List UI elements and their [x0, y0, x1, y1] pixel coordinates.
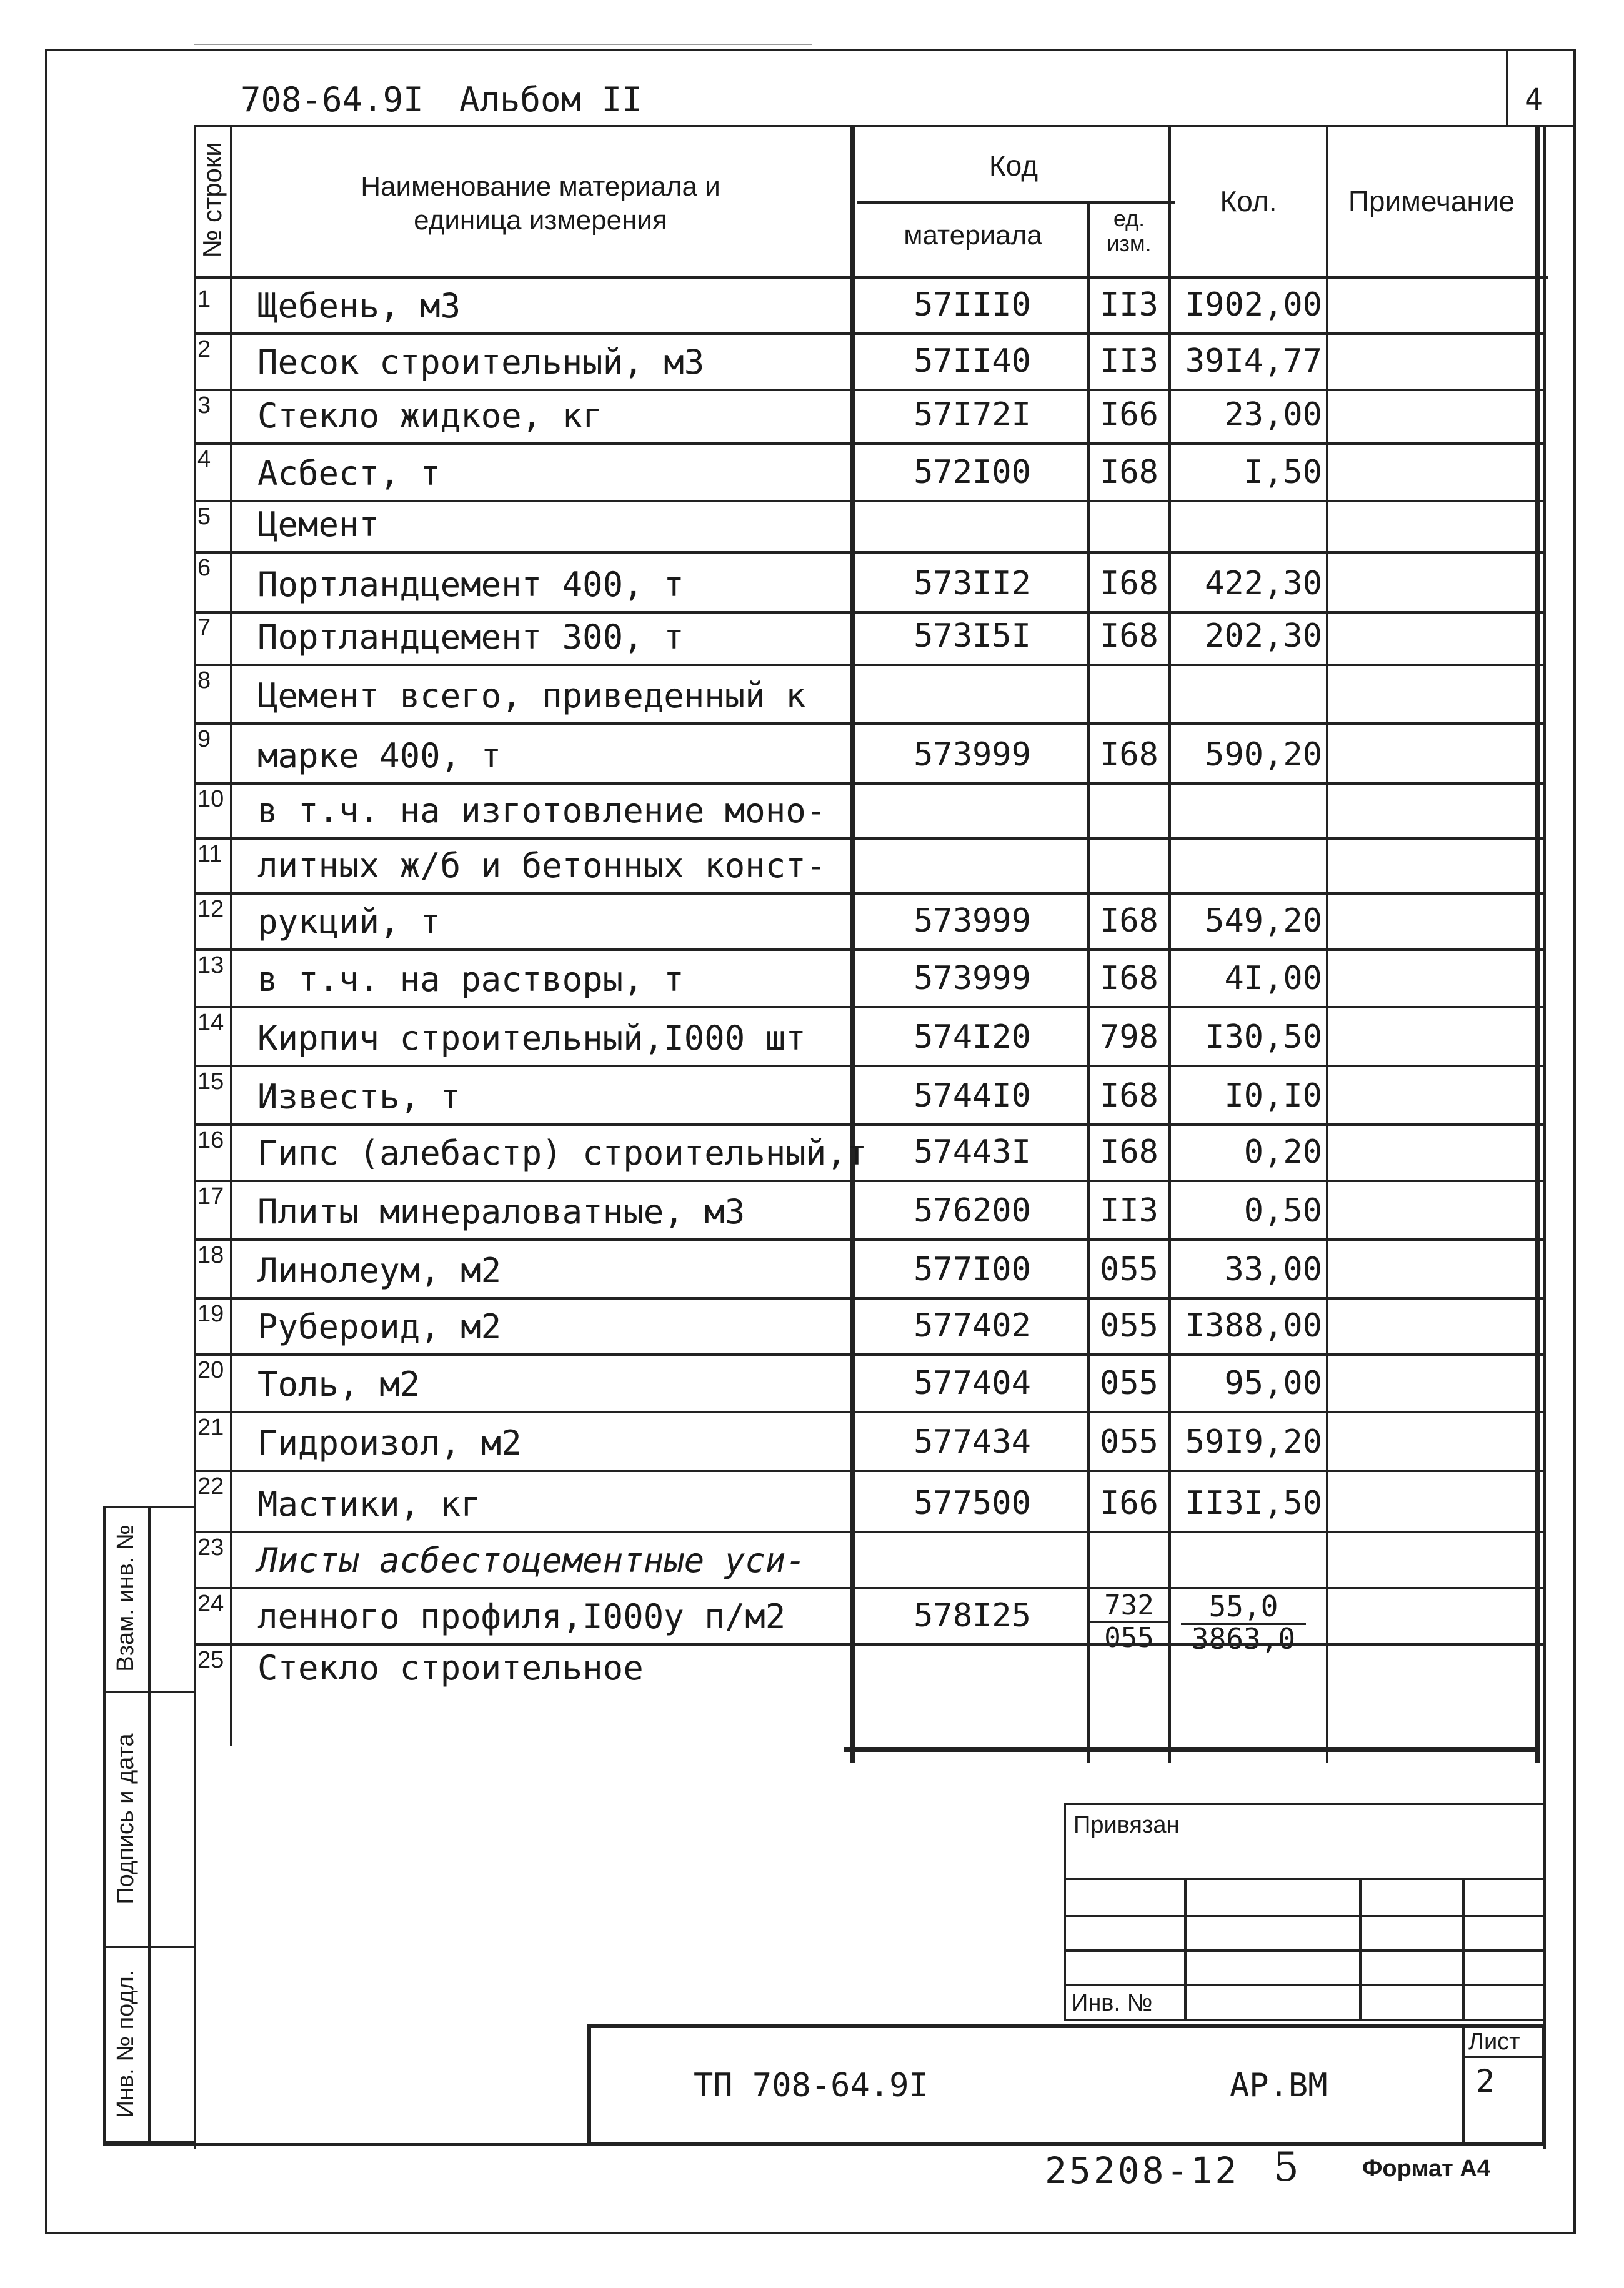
archive-suffix: 5	[1273, 2144, 1299, 2191]
row-material-code: 573999	[914, 960, 1031, 997]
row-quantity: 33,00	[1224, 1251, 1322, 1288]
row-quantity: 202,30	[1205, 617, 1322, 655]
row-number: 5	[197, 504, 211, 530]
row-separator	[194, 1297, 1543, 1300]
row-quantity: I902,00	[1185, 286, 1322, 324]
row-unit-code: I68	[1100, 617, 1158, 655]
row-material-code: 577500	[914, 1485, 1031, 1522]
header-name-line1: Наименование материала и	[361, 171, 720, 202]
row-separator	[194, 551, 1543, 554]
row-unit-code: I68	[1100, 902, 1158, 940]
header-qty: Кол.	[1220, 185, 1277, 217]
row-separator	[194, 1470, 1543, 1472]
header-code-unit-line2: изм.	[1107, 231, 1152, 256]
header-code: Код	[989, 149, 1039, 182]
row-unit-code: I68	[1100, 565, 1158, 602]
side-stamp-line-1	[103, 1691, 196, 1693]
row-name: ленного профиля,I000у п/м2	[257, 1597, 786, 1636]
row-name: Цемент	[257, 505, 380, 544]
row-name: Кирпич строительный,I000 шт	[257, 1018, 806, 1058]
row-quantity: 0,20	[1243, 1133, 1322, 1171]
linked-label: Привязан	[1074, 1812, 1180, 1838]
row-separator	[194, 500, 1543, 502]
row-unit-code: I68	[1100, 1133, 1158, 1171]
row-quantity: 39I4,77	[1185, 342, 1322, 380]
header-code-unit	[1090, 206, 1168, 256]
col-qty-right	[1326, 125, 1328, 1763]
row-number: 22	[197, 1473, 224, 1500]
row-name: Плиты минераловатные, м3	[257, 1192, 745, 1231]
row-quantity: 422,30	[1205, 565, 1322, 602]
row-separator	[194, 1587, 1543, 1589]
row-name: в т.ч. на изготовление моно-	[257, 791, 827, 830]
row-material-code: 577402	[914, 1307, 1031, 1345]
row-material-code: 578I25	[914, 1597, 1031, 1634]
row-separator	[194, 837, 1543, 840]
side-stamp-divider	[148, 1506, 151, 2143]
row-quantity: 23,00	[1224, 396, 1322, 434]
row-unit-code: I68	[1100, 960, 1158, 997]
row-name: Песок строительный, м3	[257, 342, 705, 382]
row-name: Стекло строительное	[257, 1648, 644, 1688]
linked-line-2	[1064, 1915, 1546, 1917]
format-label: Формат А4	[1362, 2156, 1490, 2182]
row-material-code: 573II2	[914, 565, 1031, 602]
row-name: Портландцемент 400, т	[257, 565, 684, 604]
row-number: 10	[197, 786, 224, 812]
row-quantity: 549,20	[1205, 902, 1322, 940]
header-row-number: № строки	[197, 142, 227, 258]
row-quantity: I0,I0	[1224, 1077, 1322, 1115]
row-separator	[194, 1238, 1543, 1241]
row-unit-code: 732	[1090, 1589, 1168, 1623]
row-material-code: 57443I	[914, 1133, 1031, 1171]
row-separator	[194, 782, 1543, 785]
row-name: Рубероид, м2	[257, 1307, 502, 1346]
row-unit-code: I68	[1100, 1077, 1158, 1115]
row-unit-code: I66	[1100, 1485, 1158, 1522]
page-number: 4	[1525, 82, 1543, 117]
stamp-section: АР.ВМ	[1230, 2067, 1328, 2104]
row-unit-code: 055	[1100, 1423, 1158, 1461]
row-number: 11	[197, 841, 222, 867]
row-number: 8	[197, 667, 211, 694]
row-number: 4	[197, 446, 211, 472]
row-number: 9	[197, 726, 211, 752]
doc-ref: 708-64.9I	[241, 80, 424, 119]
header-note: Примечание	[1348, 185, 1515, 217]
row-separator	[194, 948, 1543, 951]
row-name: Известь, т	[257, 1077, 461, 1117]
row-quantity: I30,50	[1205, 1018, 1322, 1056]
archive-number: 25208-12	[1045, 2149, 1240, 2192]
row-separator	[194, 722, 1543, 725]
row-unit-code: 798	[1100, 1018, 1158, 1056]
row-unit-code: I68	[1100, 454, 1158, 491]
linked-col-1	[1184, 1878, 1187, 2021]
album-label: Альбом II	[459, 80, 642, 119]
row-separator	[194, 1531, 1543, 1533]
row-material-code: 577434	[914, 1423, 1031, 1461]
row-material-code: 572I00	[914, 454, 1031, 491]
sheet-label-line	[1462, 2056, 1546, 2058]
row-number: 2	[197, 336, 211, 362]
row-number: 18	[197, 1242, 224, 1268]
sheet-label: Лист	[1468, 2029, 1520, 2055]
header-name	[237, 170, 844, 237]
stamp-designation: ТП 708-64.9I	[694, 2067, 929, 2104]
row-separator	[194, 1065, 1543, 1067]
row-name: в т.ч. на растворы, т	[257, 960, 684, 999]
row-number: 25	[197, 1647, 224, 1673]
row-separator	[194, 611, 1543, 614]
code-subheader-line	[857, 201, 1175, 204]
row-number: 16	[197, 1127, 224, 1153]
row-unit-code: 055	[1100, 1365, 1158, 1402]
side-stamp-original-inv: Инв. № подл.	[112, 1969, 139, 2118]
col-unit-right	[1168, 125, 1171, 1763]
row-name: Стекло жидкое, кг	[257, 396, 603, 435]
row-unit-code: II3	[1100, 286, 1158, 324]
linked-col-2	[1359, 1878, 1362, 2021]
row-unit-code: I68	[1100, 736, 1158, 773]
row-material-code: 577I00	[914, 1251, 1031, 1288]
row-name: Асбест, т	[257, 454, 441, 493]
col-name-right	[850, 125, 855, 1763]
row-separator	[194, 1643, 1543, 1646]
row-name: Портландцемент 300, т	[257, 617, 684, 657]
row-separator	[194, 442, 1543, 445]
row-name: Щебень, м3	[257, 286, 461, 326]
row-separator	[194, 1411, 1543, 1413]
row-number: 21	[197, 1415, 224, 1441]
row-number: 12	[197, 896, 224, 922]
row-number: 23	[197, 1534, 224, 1561]
row-material-code: 57I72I	[914, 396, 1031, 434]
row-unit-code: II3	[1100, 1192, 1158, 1230]
row-separator	[194, 1353, 1543, 1356]
row-material-code: 577404	[914, 1365, 1031, 1402]
header-code-material: материала	[904, 220, 1042, 251]
side-stamp-line-2	[103, 1946, 196, 1948]
row-separator	[194, 1180, 1543, 1182]
row-name: марке 400, т	[257, 736, 502, 775]
row-number: 24	[197, 1591, 224, 1617]
row-quantity: 59I9,20	[1185, 1423, 1322, 1461]
row-unit-code: 055	[1100, 1307, 1158, 1345]
col-note-right	[1535, 125, 1540, 1763]
row-name: литных ж/б и бетонных конст-	[257, 846, 827, 885]
top-faint-line	[194, 44, 812, 45]
row-quantity: II3I,50	[1185, 1485, 1322, 1522]
side-stamp-replaced-inv: Взам. инв. №	[112, 1525, 139, 1672]
row-name: Цемент всего, приведенный к	[257, 676, 806, 715]
row-separator	[194, 389, 1543, 391]
row-number: 19	[197, 1301, 224, 1327]
row-quantity: 590,20	[1205, 736, 1322, 773]
row-quantity: 0,50	[1243, 1192, 1322, 1230]
row-number: 20	[197, 1357, 224, 1383]
row-number: 13	[197, 952, 224, 978]
sheet-divider	[1462, 2024, 1465, 2146]
row-number: 17	[197, 1183, 224, 1210]
row-name: Гипс (алебастр) строительный,т	[257, 1133, 867, 1173]
linked-line-4	[1064, 1984, 1546, 1986]
row-number: 15	[197, 1068, 224, 1095]
page-number-divider	[1506, 49, 1508, 125]
row-material-code: 573999	[914, 736, 1031, 773]
row-unit-code: 055	[1100, 1251, 1158, 1288]
row-name: Мастики, кг	[257, 1485, 481, 1524]
row-quantity: 55,0	[1181, 1589, 1306, 1625]
sheet-number: 2	[1476, 2063, 1495, 2099]
row-material-code: 574I20	[914, 1018, 1031, 1056]
row-quantity-2: 3863,0	[1191, 1622, 1296, 1656]
row-separator	[194, 1123, 1543, 1126]
row-name: Линолеум, м2	[257, 1251, 502, 1290]
row-name: Гидроизол, м2	[257, 1423, 522, 1463]
row-quantity: I,50	[1243, 454, 1322, 491]
row-quantity: I388,00	[1185, 1307, 1322, 1345]
linked-line-1	[1064, 1878, 1546, 1880]
header-bottom-line	[194, 276, 1548, 279]
header-name-line2: единица измерения	[414, 205, 667, 236]
row-quantity: 4I,00	[1224, 960, 1322, 997]
row-separator	[194, 1006, 1543, 1008]
row-name: Листы асбестоцементные уси-	[257, 1541, 806, 1580]
row-unit-code-2: 055	[1104, 1622, 1154, 1654]
side-stamp-signature-date: Подпись и дата	[112, 1733, 139, 1904]
row-separator	[194, 892, 1543, 895]
header-code-unit-line1: ед.	[1113, 206, 1145, 231]
row-separator	[194, 332, 1543, 335]
row-number: 1	[197, 286, 211, 312]
row-material-code: 576200	[914, 1192, 1031, 1230]
linked-line-3	[1064, 1949, 1546, 1952]
row-name: Толь, м2	[257, 1365, 421, 1404]
table-top-line	[194, 125, 1576, 127]
col-rownum-right	[230, 125, 232, 1746]
row-material-code: 57II40	[914, 342, 1031, 380]
row-number: 14	[197, 1010, 224, 1036]
row-unit-code: II3	[1100, 342, 1158, 380]
row-number: 6	[197, 555, 211, 581]
row-material-code: 573999	[914, 902, 1031, 940]
row-material-code: 57III0	[914, 286, 1031, 324]
table-bottom-line	[844, 1747, 1540, 1752]
row-number: 3	[197, 392, 211, 419]
row-material-code: 573I5I	[914, 617, 1031, 655]
row-name: рукций, т	[257, 902, 441, 942]
row-unit-code: I66	[1100, 396, 1158, 434]
row-number: 7	[197, 615, 211, 641]
linked-col-3	[1462, 1878, 1465, 2021]
row-separator	[194, 664, 1543, 666]
inv-no-label: Инв. №	[1071, 1990, 1153, 2016]
row-quantity: 95,00	[1224, 1365, 1322, 1402]
row-material-code: 5744I0	[914, 1077, 1031, 1115]
